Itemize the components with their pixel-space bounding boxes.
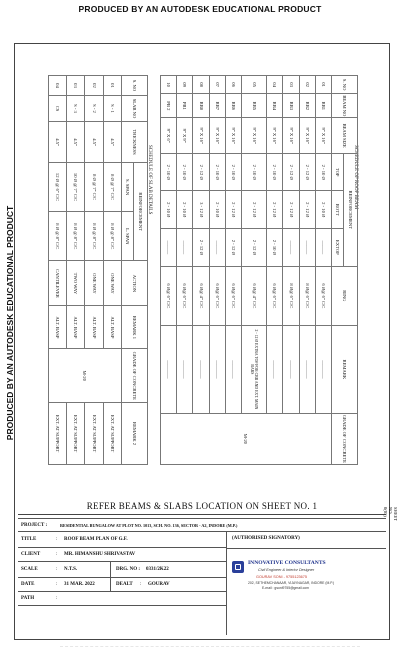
cell-thickness: 4.5" xyxy=(85,122,103,163)
firm-email: E-mail : gsoni9755@gmail.com xyxy=(262,586,309,590)
colon: : xyxy=(56,537,58,542)
cell-thickness: 4.5" xyxy=(67,122,85,163)
cell-l-span: 8 Ø @ 8" C/C xyxy=(49,212,67,261)
cell-ring: 6 Ø@ 6" C/C xyxy=(267,266,283,325)
table-row xyxy=(177,76,193,465)
cell-extop: 2 - 12 Ø xyxy=(193,229,209,267)
path-label: PATH xyxy=(21,596,35,601)
title-value: ROOF BEAM PLAN OF G.F. xyxy=(64,537,128,542)
colon: : xyxy=(56,552,58,557)
scale-value: N.T.S. xyxy=(64,567,78,572)
cell-s-span: 8 Ø @ 7" C/C xyxy=(103,162,121,211)
cell-extop: ——— xyxy=(161,229,177,267)
col-reinforcement: REINFORCEMENT xyxy=(134,162,148,260)
cell-ring: 6 Ø@ 4" C/C xyxy=(193,266,209,325)
table-row xyxy=(49,76,67,465)
dealt-value: GOURAV xyxy=(148,582,170,587)
table-row xyxy=(299,76,315,465)
cell-sno: 06 xyxy=(225,76,241,94)
cell-top: 2 - 10 Ø xyxy=(209,153,225,191)
colon: : xyxy=(56,567,58,572)
cell-top: 2 - 10 Ø xyxy=(177,153,193,191)
col-slab-no: SLAB NO xyxy=(122,95,148,121)
cell-bott: 2 - 10 Ø xyxy=(315,191,331,229)
table-row xyxy=(67,76,85,465)
cell-bott: 2 - 12 Ø xyxy=(299,191,315,229)
cell-top: 2 - 10 Ø xyxy=(161,153,177,191)
cell-remark1: ALT. BASP xyxy=(49,306,67,349)
cell-top: 2 - 10 Ø xyxy=(267,153,283,191)
scale-label: SCALE xyxy=(21,567,38,572)
cell-extop: ——— xyxy=(283,229,299,267)
col-remark2: REMARK 2 xyxy=(122,403,148,465)
beam-schedule-table xyxy=(160,75,358,465)
cell-remark: ———— xyxy=(283,326,299,414)
table-row xyxy=(241,76,266,465)
cell-l-span: 8 Ø @ 8" C/C xyxy=(85,212,103,261)
cell-bott: 2 - 10 Ø xyxy=(177,191,193,229)
cell-s-span: 12 Ø @ 6" C/C xyxy=(49,162,67,211)
cell-bott: 2 - 12 Ø xyxy=(283,191,299,229)
cell-sno: 01 xyxy=(315,76,331,94)
cell-sno: 05 xyxy=(241,76,266,94)
cell-size: 9" X 16" xyxy=(267,118,283,154)
cell-slab: S - 3 xyxy=(67,95,85,121)
cell-size: 9" X 16" xyxy=(241,118,266,154)
drg-label: DRG. NO : xyxy=(116,567,141,572)
title-row xyxy=(18,532,226,548)
cell-ring: 8 Ø@ 6" C/C xyxy=(283,266,299,325)
cell-sno: 04 xyxy=(267,76,283,94)
cell-bott: 2 - 12 Ø xyxy=(225,191,241,229)
cell-remark1: ALT. BASP xyxy=(67,306,85,349)
cell-size: 9" X 16" xyxy=(193,118,209,154)
cell-size: 9" X 16" xyxy=(225,118,241,154)
authorised-signatory: (AUTHORISED SIGNATORY) xyxy=(232,536,300,541)
cell-sno: 02 xyxy=(299,76,315,94)
firm-tagline: Civil Engineer & Interior Designer xyxy=(258,568,315,572)
cell-extop: 2 - 12 Ø xyxy=(225,229,241,267)
watermark-left: PRODUCED BY AN AUTODESK EDUCATIONAL PRODUCT xyxy=(5,205,15,441)
cell-bott: 2 - 10 Ø xyxy=(209,191,225,229)
divider xyxy=(226,548,386,549)
scale-row xyxy=(18,562,226,578)
cell-grade: M-20 xyxy=(161,413,332,464)
colon: : xyxy=(56,596,58,601)
cell-remark2: EXT. AT SUPPORT xyxy=(49,403,67,465)
cell-extop: 2 - 10 Ø xyxy=(267,229,283,267)
watermark-bottom-faded xyxy=(60,646,360,657)
cell-remark: ———— xyxy=(177,326,193,414)
date-label: DATE xyxy=(21,582,35,587)
cell-remark2: EXT. AT SUPPORT xyxy=(85,403,103,465)
slab-schedule-table xyxy=(48,75,148,465)
divider xyxy=(18,514,386,515)
cell-sno: 08 xyxy=(193,76,209,94)
watermark-top: PRODUCED BY AN AUTODESK EDUCATIONAL PRODUCT xyxy=(78,4,322,14)
cell-ring: 6 Ø@ 6" C/C xyxy=(161,266,177,325)
firm-contact: GOURAV SONI - 9755123675 xyxy=(256,575,308,579)
cell-l-span: 8 Ø @ 8" C/C xyxy=(67,212,85,261)
cell-sno: 02 xyxy=(85,76,103,96)
date-row xyxy=(18,578,226,592)
table-row xyxy=(283,76,299,465)
sheet-number: SHEET NO. 0(05) xyxy=(383,507,398,521)
cell-sno: 03 xyxy=(67,76,85,96)
table-row xyxy=(315,76,331,465)
table-row xyxy=(267,76,283,465)
col-sno: S. NO xyxy=(332,76,358,94)
firm-name: INNOVATIVE CONSULTANTS xyxy=(248,560,326,566)
cell-sno: 09 xyxy=(177,76,193,94)
cell-remark1: ALT. BASP xyxy=(103,306,121,349)
beam-schedule-title: SCHEDULE OF ROOF BEAM xyxy=(353,145,358,210)
col-remark1: REMARK 1 xyxy=(122,306,148,349)
cell-slab: S - 2 xyxy=(85,95,103,121)
colon: : xyxy=(140,582,142,587)
col-l-span: L. SPAN xyxy=(122,212,134,261)
project-label: PROJECT : xyxy=(21,523,48,528)
cell-ring: 6 Ø@ 4" C/C xyxy=(241,266,266,325)
cell-beam: RB8 xyxy=(193,94,209,118)
col-sno: S. NO xyxy=(122,76,148,96)
cell-remark: ———— xyxy=(315,326,331,414)
cell-beam: RB3 xyxy=(283,94,299,118)
table-row xyxy=(161,76,177,465)
cell-sno: 07 xyxy=(209,76,225,94)
col-beam-no: BEAM NO xyxy=(332,94,358,118)
slab-schedule-title: SCHEDULE OF SLAB DETAILS xyxy=(147,145,152,215)
firm-logo-icon xyxy=(232,561,244,573)
col-ring: RING xyxy=(332,266,358,325)
col-s-span: S. SPAN xyxy=(122,162,134,211)
col-bott: BOTT xyxy=(332,191,344,229)
cell-sno: 04 xyxy=(49,76,67,96)
cell-remark: ———— xyxy=(299,326,315,414)
col-reinforcement: REINFORCEMENT xyxy=(344,153,358,266)
cell-action: CANTILEVER xyxy=(49,261,67,306)
cell-size: 9" X 16" xyxy=(299,118,315,154)
cell-l-span: 8 Ø @ 8" C/C xyxy=(103,212,121,261)
cell-sno: 10 xyxy=(161,76,177,94)
date-value: 31 MAR. 2022 xyxy=(64,582,95,587)
cell-size: 9" X 9" xyxy=(177,118,193,154)
cell-remark2: EXT. AT SUPPORT xyxy=(103,403,121,465)
client-label: CLIENT xyxy=(21,552,41,557)
cell-beam: RB5 xyxy=(241,94,266,118)
cell-top: 2 - 10 Ø xyxy=(315,153,331,191)
cell-extop: ——— xyxy=(209,229,225,267)
cell-ring: 8 Ø@ 6" C/C xyxy=(299,266,315,325)
cell-sno: 03 xyxy=(283,76,299,94)
cell-top: 2 - 10 Ø xyxy=(225,153,241,191)
cell-top: 2 - 12 Ø xyxy=(193,153,209,191)
cell-extop: ——— xyxy=(299,229,315,267)
colon: : xyxy=(56,582,58,587)
cell-remark: ———— xyxy=(161,326,177,414)
table-row xyxy=(209,76,225,465)
firm-address: 202, SETHEMCHANAAR, VIJAYNAGAR, INDORE (M.P.) xyxy=(248,581,335,585)
drg-value: 0331/2K22 xyxy=(146,567,169,572)
cell-beam: RB6 xyxy=(225,94,241,118)
cell-top: 2 - 12 Ø xyxy=(283,153,299,191)
cell-action: TWO WAY xyxy=(67,261,85,306)
cell-slab: S - 1 xyxy=(103,95,121,121)
cell-s-span: 8 Ø @ 7" C/C xyxy=(85,162,103,211)
cell-size: 9" X 16" xyxy=(283,118,299,154)
cell-sno: 01 xyxy=(103,76,121,96)
col-extop: EXTOP xyxy=(332,229,344,267)
cell-grade: M-20 xyxy=(49,349,122,403)
cell-extop: 2 - 12 Ø xyxy=(241,229,266,267)
cell-thickness: 4.5" xyxy=(103,122,121,163)
project-row xyxy=(18,518,386,532)
cell-thickness: 4.5" xyxy=(49,122,67,163)
cell-remark1: ALT. BASP xyxy=(85,306,103,349)
cell-remark: ———— xyxy=(209,326,225,414)
cell-remark: ———— xyxy=(193,326,209,414)
table-row xyxy=(225,76,241,465)
cell-size: 9" X 6" xyxy=(161,118,177,154)
cell-action: ONE WAY xyxy=(85,261,103,306)
col-thickness: THICKNESS xyxy=(122,122,148,163)
cell-top: 2 - 12 Ø xyxy=(299,153,315,191)
cell-beam: RB7 xyxy=(209,94,225,118)
cell-slab: CS xyxy=(49,95,67,121)
col-beam-size: BEAM SIZE xyxy=(332,118,358,154)
client-row xyxy=(18,548,226,562)
table-row xyxy=(103,76,121,465)
cell-remark: 2 - 12 Ø EXTRA TOP FOR CBB AND EXT. MAIN BARS xyxy=(241,326,266,414)
title-label: TITLE xyxy=(21,537,37,542)
cell-bott: 2 - 12 Ø xyxy=(241,191,266,229)
table-row xyxy=(85,76,103,465)
table-row xyxy=(193,76,209,465)
cell-beam: RB2 xyxy=(299,94,315,118)
client-value: MR. HIMANSHU SHRIVASTAV xyxy=(64,552,136,557)
cell-ring: 6 Ø@ 6" C/C xyxy=(225,266,241,325)
cell-size: 9" X 16" xyxy=(315,118,331,154)
cell-s-span: 10 Ø @ 7" C/C xyxy=(67,162,85,211)
col-grade: GRADE OF CONCRETE xyxy=(332,413,358,464)
cell-bott: 2 - 12 Ø xyxy=(267,191,283,229)
col-remark: REMARK xyxy=(332,326,358,414)
cell-beam: PB1 xyxy=(177,94,193,118)
title-block xyxy=(18,518,386,636)
cell-bott: 2 - 10 Ø xyxy=(161,191,177,229)
cell-ring: 6 Ø@ 6" C/C xyxy=(177,266,193,325)
project-value: RESIDENTIAL BUNGALOW AT PLOT NO. 1013, SCH. NO. 136, SECTOR - A2, INDORE (M.P.) xyxy=(60,523,238,528)
cell-beam: PB 2 xyxy=(161,94,177,118)
cell-extop: ——— xyxy=(177,229,193,267)
cell-ring: 6 Ø@ 6" C/C xyxy=(315,266,331,325)
cell-beam: RB1 xyxy=(315,94,331,118)
cell-ring: 6 Ø@ 6" C/C xyxy=(209,266,225,325)
path-row xyxy=(18,592,226,606)
col-top: TOP xyxy=(332,153,344,191)
cell-remark: ———— xyxy=(267,326,283,414)
refer-note: REFER BEAMS & SLABS LOCATION ON SHEET NO. 1 xyxy=(86,501,318,511)
cell-extop: ——— xyxy=(315,229,331,267)
dealt-label: DEALT xyxy=(116,582,133,587)
cell-remark: ———— xyxy=(225,326,241,414)
cell-remark2: EXT. AT SUPPORT xyxy=(67,403,85,465)
cell-top: 2 - 10 Ø xyxy=(241,153,266,191)
col-grade: GRADE OF CONCRETE xyxy=(122,349,148,403)
cell-bott: 3 - 12 Ø xyxy=(193,191,209,229)
cell-beam: RB4 xyxy=(267,94,283,118)
cell-action: ONE WAY xyxy=(103,261,121,306)
col-action: ACTION xyxy=(122,261,148,306)
cell-size: 9" X 16" xyxy=(209,118,225,154)
